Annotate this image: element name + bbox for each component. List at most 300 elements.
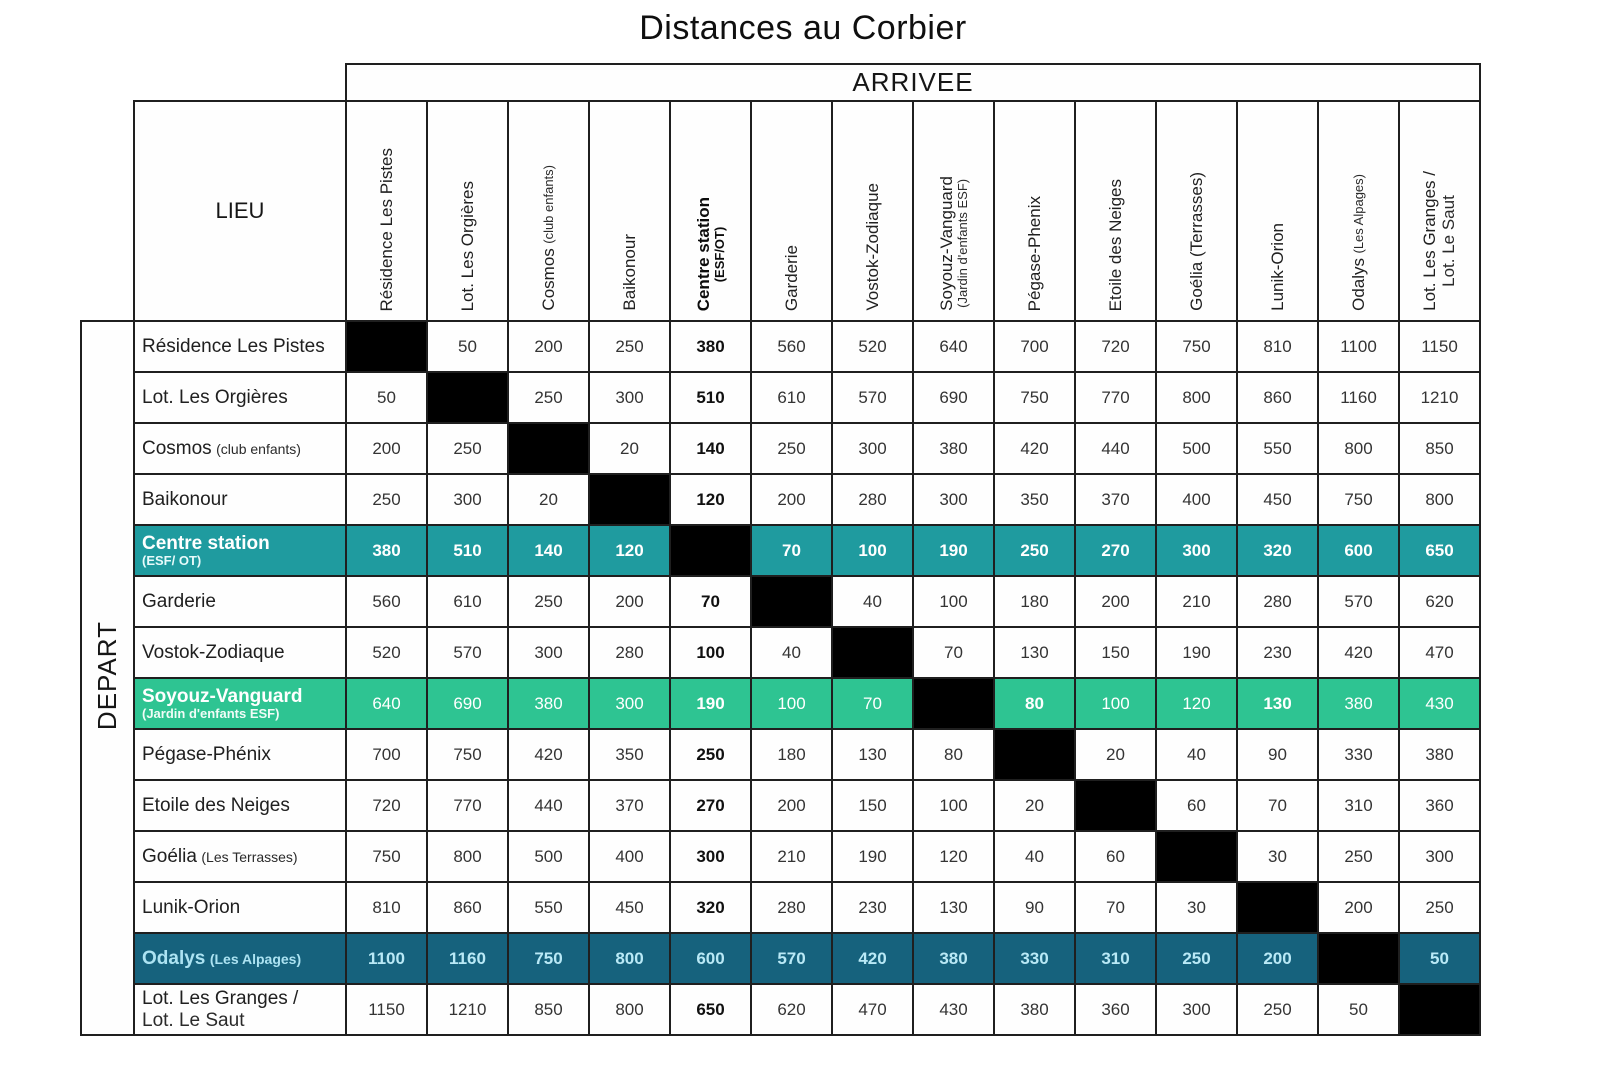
column-header	[670, 101, 751, 321]
distance-cell: 200	[751, 780, 832, 831]
distance-cell: 90	[1237, 729, 1318, 780]
distance-cell: 250	[346, 474, 427, 525]
distance-cell: 180	[751, 729, 832, 780]
distance-cell: 510	[427, 525, 508, 576]
distance-cell: 560	[346, 576, 427, 627]
table-row	[81, 474, 1480, 525]
distance-cell: 100	[832, 525, 913, 576]
distance-cell: 30	[1237, 831, 1318, 882]
distance-cell: 720	[346, 780, 427, 831]
distance-cell: 130	[913, 882, 994, 933]
table-row	[81, 984, 1480, 1035]
distance-cell: 100	[670, 627, 751, 678]
distance-cell: 70	[670, 576, 751, 627]
distance-cell: 470	[1399, 627, 1480, 678]
diagonal-cell	[751, 576, 832, 627]
distance-cell: 1210	[1399, 372, 1480, 423]
distance-cell: 130	[994, 627, 1075, 678]
column-header	[346, 101, 427, 321]
row-header-sublabel: (club enfants)	[216, 440, 301, 457]
distance-cell: 300	[1399, 831, 1480, 882]
distance-cell: 600	[670, 933, 751, 984]
distance-cell: 560	[751, 321, 832, 372]
distance-cell: 400	[1156, 474, 1237, 525]
distance-cell: 20	[508, 474, 589, 525]
distance-cell: 300	[427, 474, 508, 525]
distance-cell: 700	[346, 729, 427, 780]
row-header-label: Lunik-Orion	[142, 896, 241, 918]
column-header-vertical-text	[539, 157, 558, 315]
top-left-spacer	[81, 64, 346, 101]
distance-cell: 380	[913, 423, 994, 474]
distance-cell: 510	[670, 372, 751, 423]
distance-cell: 810	[1237, 321, 1318, 372]
column-header-row	[81, 101, 1480, 321]
diagonal-cell	[1156, 831, 1237, 882]
row-header	[134, 933, 346, 984]
distance-cell: 850	[1399, 423, 1480, 474]
distance-cell: 550	[508, 882, 589, 933]
distance-cell: 30	[1156, 882, 1237, 933]
column-header	[427, 101, 508, 321]
row-header-label: Centre station	[142, 532, 270, 554]
distance-cell: 250	[994, 525, 1075, 576]
distance-cell: 800	[1399, 474, 1480, 525]
distance-cell: 40	[832, 576, 913, 627]
table-row	[81, 372, 1480, 423]
distance-cell: 100	[913, 780, 994, 831]
distance-cell: 860	[427, 882, 508, 933]
column-header-vertical-text	[863, 175, 882, 315]
distance-cell: 50	[1399, 933, 1480, 984]
row-header	[134, 372, 346, 423]
table-row	[81, 525, 1480, 576]
distance-cell: 750	[1318, 474, 1399, 525]
distance-cell: 450	[589, 882, 670, 933]
distance-cell: 690	[913, 372, 994, 423]
distance-cell: 810	[346, 882, 427, 933]
distance-cell: 550	[1237, 423, 1318, 474]
distance-cell: 80	[913, 729, 994, 780]
distance-cell: 70	[1237, 780, 1318, 831]
row-header-label: Soyouz-Vanguard	[142, 685, 303, 707]
distance-cell: 20	[589, 423, 670, 474]
distance-cell: 40	[1156, 729, 1237, 780]
distance-cell: 850	[508, 984, 589, 1035]
column-header-label: Odalys	[1348, 258, 1368, 311]
column-header-label: Baikonour	[619, 234, 639, 311]
distance-cell: 40	[994, 831, 1075, 882]
distance-cell: 420	[832, 933, 913, 984]
diagonal-cell	[427, 372, 508, 423]
distance-cell: 350	[994, 474, 1075, 525]
distance-cell: 100	[751, 678, 832, 729]
distance-cell: 700	[994, 321, 1075, 372]
distance-cell: 360	[1075, 984, 1156, 1035]
distance-cell: 230	[832, 882, 913, 933]
row-header-label: Goélia	[142, 845, 197, 867]
column-header-line2: (ESF/OT)	[711, 226, 727, 282]
distance-cell: 200	[589, 576, 670, 627]
distance-cell: 140	[508, 525, 589, 576]
distance-cell: 310	[1318, 780, 1399, 831]
distance-cell: 280	[751, 882, 832, 933]
distance-cell: 1160	[1318, 372, 1399, 423]
distance-cell: 70	[751, 525, 832, 576]
column-header-label: Garderie	[781, 244, 801, 311]
distance-cell: 210	[1156, 576, 1237, 627]
table-row	[81, 831, 1480, 882]
distance-cell: 250	[751, 423, 832, 474]
column-header	[1156, 101, 1237, 321]
column-header-label: Lot. Les Orgières	[457, 180, 477, 311]
distance-cell: 320	[670, 882, 751, 933]
distance-cell: 500	[1156, 423, 1237, 474]
distance-cell: 570	[427, 627, 508, 678]
row-header	[134, 984, 346, 1035]
diagonal-cell	[1318, 933, 1399, 984]
column-header-vertical-text	[1106, 171, 1125, 315]
row-header-line2: Lot. Le Saut	[142, 1009, 245, 1031]
column-header-vertical-text	[694, 189, 728, 315]
distance-cell: 120	[913, 831, 994, 882]
distance-cell: 230	[1237, 627, 1318, 678]
table-row	[81, 678, 1480, 729]
arrivee-row	[81, 64, 1480, 101]
distance-cell: 400	[589, 831, 670, 882]
diagonal-cell	[913, 678, 994, 729]
distance-cell: 640	[346, 678, 427, 729]
distance-cell: 50	[346, 372, 427, 423]
column-header-label: Etoile des Neiges	[1105, 178, 1125, 311]
column-header-sublabel: (Les Alpages)	[1350, 174, 1366, 254]
distance-cell: 190	[832, 831, 913, 882]
row-header-label: Etoile des Neiges	[142, 794, 290, 816]
distance-cell: 210	[751, 831, 832, 882]
diagonal-cell	[1075, 780, 1156, 831]
distance-cell: 430	[913, 984, 994, 1035]
distance-cell: 750	[508, 933, 589, 984]
distance-cell: 190	[1156, 627, 1237, 678]
distance-cell: 70	[913, 627, 994, 678]
distance-matrix-wrapper	[0, 63, 1606, 1036]
distance-cell: 120	[589, 525, 670, 576]
distance-cell: 570	[751, 933, 832, 984]
table-row	[81, 780, 1480, 831]
distance-cell: 770	[427, 780, 508, 831]
distance-cell: 750	[1156, 321, 1237, 372]
distance-cell: 300	[670, 831, 751, 882]
distance-cell: 640	[913, 321, 994, 372]
diagonal-cell	[346, 321, 427, 372]
row-header-label: Garderie	[142, 590, 216, 612]
distance-cell: 500	[508, 831, 589, 882]
column-header	[832, 101, 913, 321]
column-header-vertical-text	[1268, 215, 1287, 315]
column-header-label: Goélia (Terrasses)	[1186, 172, 1206, 311]
distance-table	[80, 63, 1481, 1036]
distance-cell: 200	[751, 474, 832, 525]
distance-cell: 520	[832, 321, 913, 372]
distance-cell: 50	[427, 321, 508, 372]
distance-cell: 570	[832, 372, 913, 423]
row-header	[134, 321, 346, 372]
column-header	[994, 101, 1075, 321]
column-header-label: Résidence Les Pistes	[376, 147, 396, 311]
distance-cell: 330	[994, 933, 1075, 984]
row-header-label: Odalys	[142, 947, 206, 969]
distance-cell: 300	[1156, 984, 1237, 1035]
distance-cell: 190	[670, 678, 751, 729]
column-header-line2: (Jardin d'enfants ESF)	[954, 179, 970, 309]
distance-cell: 690	[427, 678, 508, 729]
distance-cell: 70	[832, 678, 913, 729]
column-header-label: Lot. Les Granges /	[1420, 171, 1440, 311]
row-header-label: Vostok-Zodiaque	[142, 641, 285, 663]
distance-cell: 20	[1075, 729, 1156, 780]
column-header-label: Vostok-Zodiaque	[862, 183, 882, 311]
distance-cell: 620	[751, 984, 832, 1035]
distance-cell: 280	[589, 627, 670, 678]
table-body	[81, 64, 1480, 1035]
row-header	[134, 780, 346, 831]
distance-cell: 200	[346, 423, 427, 474]
distance-cell: 750	[346, 831, 427, 882]
distance-cell: 60	[1075, 831, 1156, 882]
column-header	[589, 101, 670, 321]
distance-cell: 1100	[1318, 321, 1399, 372]
diagonal-cell	[589, 474, 670, 525]
distance-cell: 1210	[427, 984, 508, 1035]
row-header	[134, 525, 346, 576]
distance-cell: 380	[994, 984, 1075, 1035]
column-header-vertical-text	[1025, 188, 1044, 315]
column-header	[913, 101, 994, 321]
column-header	[1075, 101, 1156, 321]
column-header-label: Centre station	[693, 196, 713, 311]
row-header-line2: (ESF/ OT)	[142, 552, 202, 568]
distance-cell: 520	[346, 627, 427, 678]
distance-cell: 860	[1237, 372, 1318, 423]
distance-cell: 350	[589, 729, 670, 780]
distance-cell: 600	[1318, 525, 1399, 576]
distance-cell: 310	[1075, 933, 1156, 984]
diagonal-cell	[832, 627, 913, 678]
arrivee-header: ARRIVEE	[346, 64, 1480, 101]
distance-cell: 380	[1318, 678, 1399, 729]
distance-cell: 360	[1399, 780, 1480, 831]
distance-cell: 420	[508, 729, 589, 780]
column-header-sublabel: (club enfants)	[540, 165, 556, 245]
row-header	[134, 423, 346, 474]
distance-cell: 250	[589, 321, 670, 372]
row-header	[134, 729, 346, 780]
column-header-vertical-text	[1187, 164, 1206, 315]
table-row	[81, 882, 1480, 933]
distance-cell: 280	[832, 474, 913, 525]
distance-cell: 50	[1318, 984, 1399, 1035]
column-header-vertical-text	[377, 140, 396, 315]
column-header-label: Lunik-Orion	[1267, 223, 1287, 311]
distance-cell: 270	[670, 780, 751, 831]
distance-cell: 250	[1399, 882, 1480, 933]
distance-cell: 270	[1075, 525, 1156, 576]
diagonal-cell	[994, 729, 1075, 780]
distance-cell: 300	[589, 372, 670, 423]
table-row	[81, 576, 1480, 627]
distance-cell: 250	[508, 372, 589, 423]
distance-cell: 570	[1318, 576, 1399, 627]
distance-cell: 100	[913, 576, 994, 627]
distance-cell: 130	[1237, 678, 1318, 729]
distance-cell: 440	[508, 780, 589, 831]
distance-cell: 150	[832, 780, 913, 831]
page-title: Distances au Corbier	[639, 9, 967, 47]
row-header-label: Résidence Les Pistes	[142, 335, 325, 357]
column-header-vertical-text	[458, 173, 477, 315]
distance-cell: 320	[1237, 525, 1318, 576]
distance-cell: 610	[751, 372, 832, 423]
row-header	[134, 627, 346, 678]
column-header-vertical-text	[937, 168, 971, 315]
distance-cell: 330	[1318, 729, 1399, 780]
distance-cell: 800	[589, 984, 670, 1035]
column-header	[1318, 101, 1399, 321]
column-header-line2: Lot. Le Saut	[1439, 195, 1459, 287]
distance-cell: 750	[427, 729, 508, 780]
distance-cell: 440	[1075, 423, 1156, 474]
distance-cell: 150	[1075, 627, 1156, 678]
row-header	[134, 831, 346, 882]
distance-cell: 300	[832, 423, 913, 474]
row-header-label: Cosmos	[142, 437, 212, 459]
column-header-vertical-text	[782, 237, 801, 315]
row-header	[134, 678, 346, 729]
distance-cell: 1150	[346, 984, 427, 1035]
distance-cell: 610	[427, 576, 508, 627]
distance-cell: 450	[1237, 474, 1318, 525]
diagonal-cell	[1399, 984, 1480, 1035]
distance-cell: 1100	[346, 933, 427, 984]
distance-cell: 120	[1156, 678, 1237, 729]
distance-cell: 20	[994, 780, 1075, 831]
row-header-line2: (Jardin d'enfants ESF)	[142, 705, 280, 721]
distance-cell: 180	[994, 576, 1075, 627]
distance-cell: 140	[670, 423, 751, 474]
distance-cell: 200	[1075, 576, 1156, 627]
distance-cell: 650	[1399, 525, 1480, 576]
distance-cell: 250	[670, 729, 751, 780]
column-header	[508, 101, 589, 321]
distance-cell: 80	[994, 678, 1075, 729]
distance-cell: 380	[508, 678, 589, 729]
table-row	[81, 627, 1480, 678]
row-header-sublabel: (Les Alpages)	[209, 950, 302, 967]
distance-cell: 800	[427, 831, 508, 882]
column-header-label: Cosmos	[538, 248, 558, 311]
row-header-label: Lot. Les Orgières	[142, 386, 288, 408]
distance-cell: 250	[427, 423, 508, 474]
distance-cell: 800	[589, 933, 670, 984]
distance-cell: 200	[1318, 882, 1399, 933]
distance-cell: 380	[1399, 729, 1480, 780]
distance-cell: 420	[1318, 627, 1399, 678]
distance-cell: 130	[832, 729, 913, 780]
diagonal-cell	[670, 525, 751, 576]
distance-cell: 380	[913, 933, 994, 984]
distance-cell: 420	[994, 423, 1075, 474]
distance-cell: 60	[1156, 780, 1237, 831]
distance-cell: 200	[1237, 933, 1318, 984]
distance-cell: 380	[670, 321, 751, 372]
distance-cell: 300	[1156, 525, 1237, 576]
column-header-vertical-text	[1420, 163, 1458, 315]
distance-cell: 90	[994, 882, 1075, 933]
row-header	[134, 474, 346, 525]
column-header	[1237, 101, 1318, 321]
distance-cell: 470	[832, 984, 913, 1035]
distance-cell: 370	[1075, 474, 1156, 525]
column-header	[1399, 101, 1480, 321]
column-header-label: Soyouz-Vanguard	[936, 176, 956, 311]
diagonal-cell	[1237, 882, 1318, 933]
diagonal-cell	[508, 423, 589, 474]
depart-header-cell	[81, 321, 134, 1035]
distance-cell: 1160	[427, 933, 508, 984]
lieu-header: LIEU	[134, 101, 346, 321]
distance-cell: 720	[1075, 321, 1156, 372]
table-row	[81, 933, 1480, 984]
distance-cell: 120	[670, 474, 751, 525]
distance-cell: 250	[508, 576, 589, 627]
distance-cell: 380	[346, 525, 427, 576]
distance-cell: 250	[1318, 831, 1399, 882]
distance-cell: 250	[1156, 933, 1237, 984]
column-header-vertical-text	[620, 226, 639, 315]
distance-cell: 800	[1156, 372, 1237, 423]
distance-cell: 100	[1075, 678, 1156, 729]
table-row	[81, 321, 1480, 372]
distance-cell: 250	[1237, 984, 1318, 1035]
row-header	[134, 576, 346, 627]
row-header-sublabel: (Les Terrasses)	[201, 848, 298, 865]
row-header-label: Pégase-Phénix	[142, 743, 271, 765]
distance-cell: 40	[751, 627, 832, 678]
distance-cell: 430	[1399, 678, 1480, 729]
distance-cell: 300	[508, 627, 589, 678]
distance-cell: 770	[1075, 372, 1156, 423]
distance-cell: 800	[1318, 423, 1399, 474]
column-header-label: Pégase-Phenix	[1024, 195, 1044, 311]
distance-cell: 300	[589, 678, 670, 729]
distance-cell: 200	[508, 321, 589, 372]
distance-cell: 1150	[1399, 321, 1480, 372]
left-spacer	[81, 101, 134, 321]
row-header-label: Baikonour	[142, 488, 228, 510]
row-header	[134, 882, 346, 933]
distance-cell: 650	[670, 984, 751, 1035]
distance-cell: 70	[1075, 882, 1156, 933]
distance-cell: 300	[913, 474, 994, 525]
distance-cell: 190	[913, 525, 994, 576]
row-header-label: Lot. Les Granges /	[142, 988, 299, 1010]
table-row	[81, 729, 1480, 780]
depart-vertical-text: DEPART	[91, 620, 122, 731]
distance-cell: 750	[994, 372, 1075, 423]
table-row	[81, 423, 1480, 474]
column-header-vertical-text	[1349, 166, 1368, 315]
distance-cell: 620	[1399, 576, 1480, 627]
